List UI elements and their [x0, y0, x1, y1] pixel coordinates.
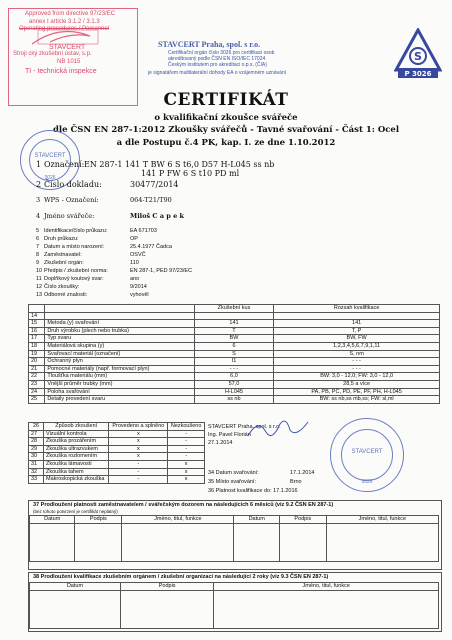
params-cell: Tloušťka materiálu (mm)	[45, 373, 194, 381]
tests-cell: x	[109, 453, 168, 461]
params-row	[29, 365, 440, 373]
tests-cell: x	[168, 460, 205, 468]
approval-line-6: NB 1015	[57, 58, 81, 65]
params-cell: 14	[29, 312, 45, 320]
tests-row	[29, 430, 205, 438]
stavcert-logo-icon	[394, 28, 442, 78]
approval-swoosh-icon	[30, 28, 110, 48]
item-value: ano	[130, 276, 140, 282]
params-cell: Detaily provedení svaru	[45, 396, 194, 404]
item-label: Zkušební orgán:	[44, 260, 84, 266]
item-number: 7	[36, 244, 40, 250]
params-cell: 23	[29, 380, 45, 388]
item-value: EN 287-1, PED 97/23/EC	[130, 268, 193, 274]
params-cell: 141	[194, 320, 274, 328]
item-number: 3	[36, 196, 41, 204]
item-number: 6	[36, 236, 40, 242]
item-number: 11	[36, 276, 42, 282]
item-value: 30477/2014	[130, 180, 179, 189]
tests-cell: x	[168, 468, 205, 476]
params-cell: 20	[29, 358, 45, 366]
examiner-name: Ing. Pavel Florián	[208, 432, 251, 438]
accreditation-line-1: Certifikační orgán číslo 3026 pro certifikaci osob	[168, 50, 275, 56]
params-cell: 18	[29, 342, 45, 350]
params-cell: 15	[29, 320, 45, 328]
tests-cell: 32	[29, 468, 44, 476]
logo-text: P 3026	[404, 70, 432, 78]
s37-h-date2: Datum	[234, 516, 279, 524]
welding-place-value: Brno	[290, 479, 302, 485]
params-row	[29, 320, 440, 328]
s37-h-name2: Jméno, titul, funkce	[326, 516, 438, 524]
item-label: Označení:	[44, 160, 85, 169]
s38-h-sign: Podpis	[120, 583, 214, 591]
params-cell: BW	[194, 335, 274, 343]
s37-h-name1: Jméno, titul, funkce	[122, 516, 234, 524]
params-cell: Typ svaru	[45, 335, 194, 343]
item-value: 9/2014	[130, 284, 147, 290]
signature-icon	[244, 416, 314, 442]
item-label: Jméno svářeče:	[44, 212, 95, 220]
params-row	[29, 380, 440, 388]
params-cell: 19	[29, 350, 45, 358]
item-value: OP	[130, 236, 138, 242]
stamp-left-number: 3026	[44, 175, 56, 181]
params-cell: Ochranný plyn	[45, 358, 194, 366]
params-cell: 16	[29, 327, 45, 335]
welding-date-value: 17.1.2014	[290, 470, 315, 476]
examiner-company: STAVCERT Praha, spol. s r.o.	[208, 424, 281, 430]
accreditation-line-2: akreditovaný podle ČSN EN ISO/IEC 17024	[168, 56, 266, 62]
params-cell: BW: 3,0 - 12,0; FW: 3,0 - 12,0	[274, 373, 440, 381]
tests-cell: Zkouška prozářením	[44, 438, 109, 446]
s37-h-sign1: Podpis	[75, 516, 122, 524]
item-number: 13	[36, 292, 43, 298]
subtitle-line-2: dle ČSN EN 287-1:2012 Zkoušky svářečů - Tavné svařování - Část 1: Ocel	[52, 125, 400, 135]
params-cell: T	[194, 327, 274, 335]
tests-cell: -	[109, 460, 168, 468]
tests-cell: x	[109, 445, 168, 453]
params-cell	[45, 312, 194, 320]
item-value: 25.4.1977 Čadca	[130, 244, 172, 250]
approval-line-4: STAVCERT	[49, 43, 86, 51]
s37-h-date1: Datum	[30, 516, 75, 524]
item-label: Doplňkový koutový svar:	[44, 276, 104, 282]
params-cell: 28,5 a více	[274, 380, 440, 388]
params-table	[28, 304, 440, 404]
params-row	[29, 373, 440, 381]
validity-label: 36 Platnost kvalifikace do: 17.1.2016	[208, 488, 298, 494]
section-37-title: 37 Prodloužení platnosti zaměstnavatelem / svářečským dozorem na následujících 6 měsíců (viz 9.2 ČSN EN 287-1)	[33, 502, 334, 508]
params-cell	[194, 312, 274, 320]
tests-row	[29, 453, 205, 461]
params-cell	[274, 312, 440, 320]
params-cell: 141	[274, 320, 440, 328]
section-37-table	[29, 515, 439, 562]
params-cell: 24	[29, 388, 45, 396]
s38-h-date: Datum	[30, 583, 121, 591]
params-cell: Metoda (y) svařování	[45, 320, 194, 328]
tests-cell: Zkouška rozlomením	[44, 453, 109, 461]
tests-cell: x	[109, 430, 168, 438]
params-header-cell	[45, 305, 194, 313]
section-38-title: 38 Prodloužení kvalifikace zkušebním orgánem / zkušební organizací na následující 2 roky (viz 9.3 ČSN EN 287-1)	[33, 574, 329, 580]
tests-cell: 30	[29, 453, 44, 461]
certificate-title: CERTIFIKÁT	[163, 90, 289, 110]
approval-line-7: TI - technická inspekce	[25, 68, 97, 75]
item-number: 8	[36, 252, 40, 258]
params-cell: BW: ss nb,ss mb,ss; FW: sl,ml	[274, 396, 440, 404]
tests-header-cell: Provedeno a splněno	[109, 423, 168, 431]
s37-h-sign2: Podpis	[279, 516, 326, 524]
params-cell: Pomocné materiály (např. formovací plyn)	[45, 365, 194, 373]
company-name: STAVCERT Praha, spol. s r.o.	[158, 40, 261, 49]
params-cell: 6,0	[194, 373, 274, 381]
subtitle-line-1: o kvalifikační zkoušce svářeče	[154, 113, 298, 123]
params-row	[29, 396, 440, 404]
params-cell: - - -	[274, 365, 440, 373]
params-row	[29, 342, 440, 350]
tests-cell: -	[168, 453, 205, 461]
item-label: Číslo dokladu:	[44, 180, 102, 189]
item-value: vyhověl	[130, 292, 149, 298]
item-value: OSVČ	[130, 252, 146, 258]
approval-line-2: annex I article 3.1.2 / 3.1.3	[29, 18, 100, 25]
params-cell: - - -	[274, 358, 440, 366]
params-cell: 25	[29, 396, 45, 404]
item-value: 110	[130, 260, 139, 266]
tests-cell: 27	[29, 430, 44, 438]
tests-cell: -	[168, 438, 205, 446]
tests-cell: 28	[29, 438, 44, 446]
params-cell: H-L045	[194, 388, 274, 396]
stamp-left-text: STAVCERT	[34, 153, 66, 159]
item-label: Předpis / zkušební norma:	[44, 268, 108, 274]
tests-cell: 29	[29, 445, 44, 453]
params-cell: PA, PB, PC, PD, PE, PF, PH, H-L045	[274, 388, 440, 396]
item-value: EA 671703	[130, 228, 157, 234]
stamp-right-number: 3026	[361, 479, 373, 485]
item-label: Číslo zkoušky:	[44, 284, 80, 290]
params-cell: Poloha svařování	[45, 388, 194, 396]
tests-cell: Zkouška tahem	[44, 468, 109, 476]
params-cell: T, P	[274, 327, 440, 335]
welding-date-label: 34 Datum svařování:	[208, 470, 259, 476]
subtitle-line-3: a dle Postupu č.4 PK, kap. I. ze dne 1.10.2012	[116, 138, 336, 148]
item-label: Odborné znalosti:	[44, 292, 88, 298]
params-cell: - - -	[194, 365, 274, 373]
tests-cell: Vizuální kontrola	[44, 430, 109, 438]
params-header-cell	[29, 305, 45, 313]
params-cell: Druh výrobku (plech nebo trubka)	[45, 327, 194, 335]
section-38	[28, 572, 442, 632]
tests-row	[29, 468, 205, 476]
params-cell: 57,0	[194, 380, 274, 388]
item-label: WPS - Označení:	[44, 196, 99, 204]
item-number: 1	[36, 160, 42, 169]
approval-line-1: Approved from directive 97/23/EC	[25, 11, 116, 17]
item-label: Zaměstnavatel:	[44, 252, 82, 258]
examiner-date: 27.1.2014	[208, 440, 233, 446]
item-value: 141 P FW 6 S t10 PD ml	[141, 169, 240, 178]
tests-cell: -	[109, 468, 168, 476]
params-cell: 21	[29, 365, 45, 373]
params-cell: 17	[29, 335, 45, 343]
tests-row	[29, 445, 205, 453]
item-number: 10	[36, 268, 43, 274]
item-number: 5	[36, 228, 40, 234]
params-header-cell: Rozsah kvalifikace	[274, 305, 440, 313]
params-cell: ss nb	[194, 396, 274, 404]
params-cell: S	[194, 350, 274, 358]
params-cell: Svařovací materiál (označení)	[45, 350, 194, 358]
params-cell: 1,2,3,4,5,6,7,9,1,11	[274, 342, 440, 350]
item-label: Identifikace/číslo průkazu:	[44, 228, 108, 234]
item-number: 12	[36, 284, 43, 290]
section-38-table	[29, 582, 439, 629]
item-value: Miloš C a p e k	[130, 212, 185, 220]
params-row	[29, 350, 440, 358]
tests-cell: -	[168, 445, 205, 453]
params-row	[29, 312, 440, 320]
item-value: 064-T21/T90	[130, 196, 172, 204]
params-cell: S, nm	[274, 350, 440, 358]
tests-cell: Zkouška ultrazvukem	[44, 445, 109, 453]
welding-place-label: 35 Místo svařování:	[208, 479, 256, 485]
tests-header-cell: 26	[29, 423, 44, 431]
tests-table	[28, 422, 205, 484]
tests-header-cell: Způsob zkoušení	[44, 423, 109, 431]
accreditation-line-3: Českým institutem pro akreditaci o.p.s. (ČIA)	[168, 62, 267, 68]
tests-row	[29, 438, 205, 446]
params-cell: I1	[194, 358, 274, 366]
tests-cell: Zkouška lámavosti	[44, 460, 109, 468]
item-number: 4	[36, 212, 41, 220]
params-cell: Materiálová skupina (y)	[45, 342, 194, 350]
item-number: 9	[36, 260, 40, 266]
s38-h-name: Jméno, titul, funkce	[214, 583, 439, 591]
stamp-right-text: STAVCERT	[351, 449, 383, 455]
approval-line-3: Operating procedures / Personnel	[19, 26, 110, 32]
tests-header-cell: Nezkoušeno	[168, 423, 205, 431]
tests-cell: x	[109, 438, 168, 446]
tests-row	[29, 476, 205, 484]
section-37-note: (bez tohoto potvrzení je certifikát neplatný)	[33, 509, 118, 514]
tests-cell: -	[109, 476, 168, 484]
section-37	[28, 500, 442, 570]
tests-cell: -	[168, 430, 205, 438]
tests-cell: 33	[29, 476, 44, 484]
logo-letter: S	[414, 50, 422, 63]
params-header-cell: Zkušební kus	[194, 305, 274, 313]
accreditation-line-4: je signatářem multilaterální dohody EA o vzájemném uznávání	[148, 70, 287, 76]
tests-row	[29, 460, 205, 468]
params-row	[29, 358, 440, 366]
params-cell: Vnější průměr trubky (mm)	[45, 380, 194, 388]
params-row	[29, 327, 440, 335]
tests-cell: 31	[29, 460, 44, 468]
params-cell: BW, FW	[274, 335, 440, 343]
tests-cell: Makroskopická zkouška	[44, 476, 109, 484]
params-cell: 6	[194, 342, 274, 350]
params-row	[29, 388, 440, 396]
item-value: EN 287-1 141 T BW 6 S t6,0 D57 H-L045 ss nb	[84, 160, 275, 169]
item-number: 2	[36, 180, 42, 189]
params-cell: 22	[29, 373, 45, 381]
round-stamp-right	[330, 418, 404, 492]
item-label: Druh průkazu:	[44, 236, 79, 242]
params-row	[29, 335, 440, 343]
tests-cell: x	[168, 476, 205, 484]
item-label: Datum a místo narození:	[44, 244, 105, 250]
approval-line-5: Stroji cký zkušební ústav, s.p.	[13, 51, 92, 57]
